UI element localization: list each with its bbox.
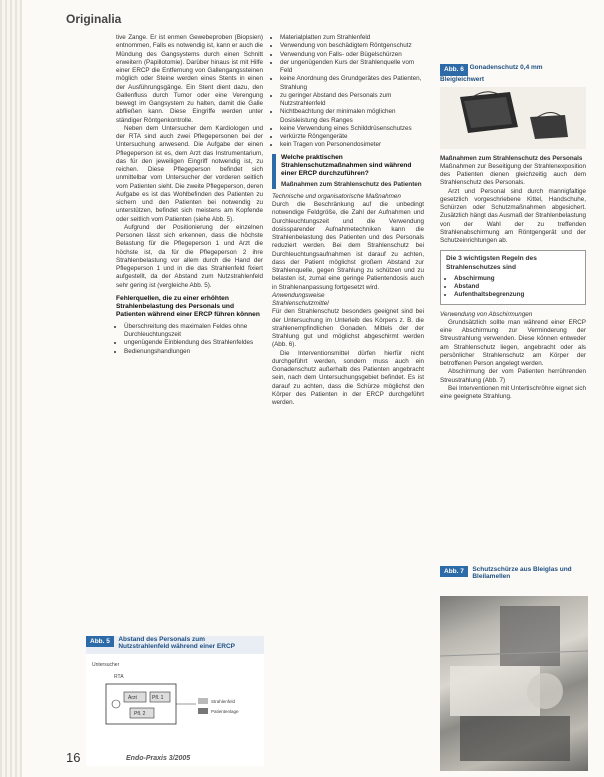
figure-7-photo: [440, 596, 588, 771]
figure-5-header: [86, 636, 264, 654]
list-item: • zu geringer Abstand des Personals zum Nutzstrahlenfeld: [280, 92, 424, 109]
gonad-shield-illustration: [440, 87, 586, 149]
figure-5-caption: Abstand des Personals zum Nutzstrahlenfeld während einer ERCP: [118, 636, 235, 650]
col2-subheading-3: Anwendungsweise: [272, 291, 325, 299]
diagram-label-rta: RTA: [114, 674, 124, 680]
list-item: • Aufenthaltsbegrenzung: [454, 291, 580, 299]
list-item: • Nichtbeachtung der minimalen möglichen Dosisleistung des Ranges: [280, 108, 424, 125]
column-2: [272, 34, 424, 407]
col2-paragraph-3: Die Interventionsmittel dürfen hierfür nicht durchgeführt werden, sondern muss auch ein Gonadenschutz außerhalb des Patienten angebracht sein, nach dem Untersuchungsgebiet befindet. Es ist darauf zu achten, dass die Schürze möglichst den Körper des Patienten in der ERCP durchgeführt werden.: [272, 349, 424, 406]
figure-7: [440, 566, 588, 771]
col3-paragraph-1: Maßnahmen zur Beseitigung der Strahlenexposition des Patienten dienen gleichzeitig auch dem Strahlenschutz des Personals.: [440, 162, 586, 187]
col2-subheading-1: Maßnahmen zum Strahlenschutz des Patienten: [281, 180, 422, 188]
figure-7-tab: Abb. 7: [440, 566, 468, 577]
col3-paragraph-3: Grundsätzlich sollte man während einer ERCP eine Abschirmung zur Verminderung der Streustrahlung verwenden. Diese können entweder am Strahlenschutz liegen, angebracht oder als persönlicher Strahlenschutz am Körper der betroffenen Person angelegt werden.: [440, 318, 586, 367]
figure-6-image: [440, 87, 586, 149]
figure-7-caption: Schutzschürze aus Bleiglas und Bleilamellen: [472, 566, 572, 580]
col2-question-heading: Welche praktischen Strahlenschutzmaßnahmen sind während einer ERCP durchzuführen?: [281, 153, 412, 177]
list-item: • Bedienungshandlungen: [124, 348, 263, 356]
col1-bullet-list: [116, 323, 263, 356]
list-item: • Verwendung von beschädigtem Röntgenschutz: [280, 42, 424, 50]
col1-heading: Fehlerquellen, die zu einer erhöhten Strahlenbelastung des Personals und Patienten während einer ERCP führen können: [116, 294, 260, 318]
journal-title: Endo-Praxis 3/2005: [126, 755, 191, 762]
diagram-legend-2: Patientenlage: [211, 709, 239, 714]
figure-6-header: [440, 64, 586, 85]
list-item: • kein Tragen von Personendosimeter: [280, 141, 424, 149]
diagram-label-untersucher: Untersucher: [92, 662, 120, 668]
diagram-label-pfl1: Pfl. 1: [152, 695, 164, 701]
diagram-label-arzt: Arzt: [128, 695, 137, 701]
list-item: • Abschirmung: [454, 275, 580, 283]
figure-6-tab: Abb. 6: [440, 64, 468, 76]
col1-paragraph-2: Neben dem Untersucher dem Kardiologen und der RTA sind auch zwei Pflegepersonen bei der Untersuchung anwesend. Die Aufgabe der einen Pflegeperson ist es, dem Arzt das Instrumentarium, das für den jeweiligen Eingriff notwendig ist, zu reichen. Diese Pflegeperson befindet sich unmittelbar vom Untersucher der vorderen seitlich vom Patienten sieht. Die zweite Pflegeperson, deren Aufgabe es ist das Wohlbefinden des Patienten zu sichern und den Patienten bei notwendig zu unterstützen, befindet sich meistens am Kopfende oder seitlich vom Patienten (siehe Abb. 5).: [116, 124, 263, 223]
list-item: • Überschreitung des maximalen Feldes ohne Durchleuchtungszeit: [124, 323, 263, 340]
col1-paragraph-3: Aufgrund der Positionierung der einzelnen Personen lässt sich erkennen, dass die höchste Belastung für die Pflegeperson 1 und Arzt die höchste ist, da für die Pflegeperson 2 ihre Strahlenbelastung vor allem durch die Hand der Pflegeperson 1 und in die das Strahlenfeld fixiert aufgestellt, da der Abstand zum Nutzstrahlenfeld sehr gering ist (vergleiche Abb. 5).: [116, 223, 263, 289]
page-edge-stack: [0, 0, 22, 777]
column-3: [440, 34, 586, 401]
col3-paragraph-5: Bei Interventionen mit Untertischröhre eignet sich eine geeignete Strahlung.: [440, 384, 586, 400]
col3-subheading-2: Verwendung von Abschirmungen: [440, 310, 533, 318]
rules-box-title: Die 3 wichtigsten Regeln des Strahlenschutzes sind: [446, 255, 537, 271]
list-item: • Verwendung von Falls- oder Bügelschürzen: [280, 51, 424, 59]
col3-paragraph-2: Arzt und Personal sind durch mannigfaltige gesetzlich vorgeschriebene Kittel, Handschuhe, Schürzen oder Schutzmaßnahmen abgesichert. Zusätzlich hängt das Ausmaß der Strahlenbelastung von der Wahl der zu treffenden Strahlenabschirmung am Röntgengerät und der Schutzeinrichtungen ab.: [440, 187, 586, 244]
list-item: • keine Anordnung des Grundgerätes des Patienten, Strahlung: [280, 75, 424, 92]
figure-6-caption: Gonadenschutz 0,4 mm Bleigleichwert: [440, 64, 543, 84]
col2-subheading-2: Technische und organisatorische Maßnahmen: [272, 192, 401, 200]
col3-paragraph-4: Abschirmung der vom Patienten herrührenden Streustrahlung (Abb. 7): [440, 368, 586, 384]
col1-paragraph-1: tive Zange. Er ist enmen Gewebeproben (Biopsien) entnommen, Falls es notwendig ist, kann er auch die Mündung des Gangsystems durch einen Schnitt erweitern (Papillotomie). Darüber hinaus ist mit Hilfe einer ERCP die Entfernung von Gallengangssteinen möglich oder Steine werden eines Stents in einen der Ausführungsgänge. Ein Stent dient dazu, den Gallenfluss durch Tumor oder eine Verengung bewegt im Gangsystem zu halten, damit die Galle abfließen kann. Diese Eingriffe werden unter ständiger Röntgenkontrolle.: [116, 34, 264, 124]
col2-subheading-4: Strahlenschutzmittel: [272, 300, 329, 307]
rules-box: [440, 250, 586, 304]
figure-7-header: [440, 566, 588, 584]
list-item: • Materialplatten zum Strahlenfeld: [280, 34, 424, 42]
col3-subheading-1: Maßnahmen zum Strahlenschutz des Personals: [440, 154, 583, 162]
col2-paragraph-2: Für den Strahlenschutz besonders geeignet sind bei der Untersuchung im Unterleib des Körpers z. B. die strahlenempfindlichen Gonaden. Mittels der der Strahlung gut und möglichst abgeschirmt werden (Abb. 6).: [272, 308, 424, 349]
list-item: • Abstand: [454, 283, 580, 291]
list-item: • keine Verwendung eines Schilddrüsenschutzes: [280, 125, 424, 133]
figure-5: [86, 636, 264, 766]
page-number: 16: [66, 750, 81, 765]
col2-bullet-list: [272, 34, 424, 150]
column-1: [116, 34, 263, 356]
col2-paragraph-1: Durch die Beschränkung auf die unbedingt notwendige Feldgröße, die Zahl der Aufnahmen und Durchleuchtungszeit und die Verwendung dosissparender Aufnahmetechniken kann die Strahlenbelastung des Patienten und des Personals reduziert werden. Bei dem Strahlenschutz bei Durchleuchtungsaufnahmen ist darauf zu achten, dass der Patient möglichst großem Abstand zur Strahlenquelle, gegen Strahlung zu schützen und zu belasten ist, zumal eine geringe Patientendosis auch in Strahlenanpassung fortgesetzt wird.: [272, 201, 424, 291]
list-item: • ungenügende Einblendung des Strahlenfeldes: [124, 339, 263, 347]
section-label: Originalia: [66, 12, 122, 26]
rules-list: [446, 275, 580, 300]
lead-shield-photo: [440, 596, 588, 771]
diagram-legend-1: Strahlenfeld: [211, 699, 236, 704]
list-item: • der ungenügenden Kurs der Strahlenquelle vom Feld: [280, 59, 424, 76]
figure-5-tab: Abb. 5: [86, 636, 114, 647]
diagram-label-pfl2: Pfl. 2: [134, 711, 146, 717]
list-item: • verkürzte Röngengeräte: [280, 133, 424, 141]
ercp-positioning-diagram: [86, 654, 264, 754]
col2-question-box: [272, 154, 424, 189]
